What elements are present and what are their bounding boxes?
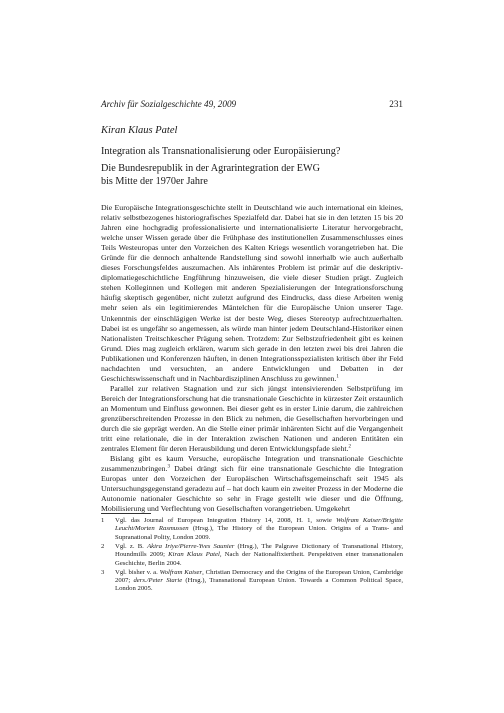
footnote-reference[interactable]: 3: [167, 464, 170, 470]
subtitle-line: Die Bundesrepublik in der Agrarintegration der EWG: [101, 163, 320, 174]
footnote-text: Vgl. bisher v. a.: [115, 568, 160, 576]
footnote-number: 2: [101, 542, 105, 550]
body-paragraph: [101, 203, 403, 384]
article-subtitle: [101, 163, 320, 188]
paragraph-text: Die Europäische Integrationsgeschichte stellt in Deutschland wie auch international ein kleines, relativ selbstbezogenes historiografisches Spezialfeld dar. Dabei hat sie in den letzten 15 bis 20 Jahren eine hochgradig professionalisierte und internationalisierte Literatur hervorgebracht, welche unser Wissen gerade über die Frühphase des institutionellen Zusammenschlusses eines Teils Westeuropas unter den Vorzeichen des Kalten Kriegs wesentlich vorangetrieben hat. Die Gründe für die dennoch anhaltende Randstellung sind sowohl innerhalb wie auch außerhalb dieses Forschungsfeldes auszumachen. Als inhärentes Problem ist primär auf die deskriptiv-diplomatiegeschichtliche Engführung hinzuweisen, die viele dieser Studien prägt. Zugleich stehen Kolleginnen und Kollegen mit anderen Spezialisierungen der Integrationsforschung häufig skeptisch gegenüber, nicht zuletzt aufgrund des Eindrucks, dass diese Arbeiten wenig mehr seien als ein legitimierendes Mäntelchen für die Europäische Union unserer Tage. Unkenntnis der einschlägigen Werke ist der beste Weg, dieses Stereotyp aufrechtzuerhalten. Dabei ist es ungefähr so angemessen, als würde man hinter jedem Deutschland-Historiker einen Nationalisten Treitschkescher Prägung sehen. Trotzdem: Zur Selbstzufriedenheit gibt es keinen Grund. Dies mag zugleich erklären, warum sich gerade in den letzten zwei bis drei Jahren die Publikationen und Konferenzen häuften, in denen Integrationsspezialisten kritisch über ihr Feld nachdachten und versuchten, an andere Entwicklungen und Debatten in der Geschichtswissenschaft und in Nachbardisziplinen Anschluss zu gewinnen.: [101, 203, 403, 383]
footnote-editors: Wolfram Kaiser/Brigitte Leucht/Morten Rasmussen: [115, 517, 403, 533]
article-body: [101, 203, 403, 514]
body-paragraph: [101, 384, 403, 454]
paragraph-text: Dabei drängt sich für eine transnationale Geschichte die Integration Europas unter den Vorzeichen der Europäischen Wirtschaftsgemeinschaft seit 1945 als Untersuchungsgegenstand geradezu auf – hat doch kaum ein zweiter Prozess in der Moderne die Autonomie nationaler Geschichte so sehr in Frage gestellt wie dieser und die Öffnung, Mobilisierung und Verflechtung von Gesellschaften vorangetrieben. Umgekehrt: [101, 464, 403, 514]
footnote-reference[interactable]: 2: [348, 444, 351, 450]
footnote: [101, 543, 403, 568]
running-head: [101, 98, 403, 110]
page-number: 231: [389, 99, 403, 109]
footnote-text: , Christian Democracy and the Origins of the European Union, Cambridge 2007;: [115, 568, 403, 585]
paragraph-text: Parallel zur relativen Stagnation und zur sich jüngst intensivierenden Selbstprüfung im Bereich der Integrationsforschung hat die transnationale Geschichte in kürzester Zeit erstaunlich an Momentum und Einfluss gewonnen. Bei dieser geht es in erster Linie darum, die zahlreichen grenzüberschreitenden Prozesse in den Blick zu nehmen, die Gesellschaften hervorbringen und durch die sie geprägt werden. An die Stelle einer primär inhärenten Sicht auf die Vergangenheit tritt eine relationale, die in der Interaktion zwischen Nationen und anderen Entitäten ein zentrales Element für deren Herausbildung und deren Entwicklungspfade sieht.: [101, 383, 403, 454]
footnote-number: 1: [101, 517, 105, 524]
footnote-number: 3: [101, 568, 105, 576]
footnote-text: (Hrsg.), The History of the European Union. Origins of a Trans- and Supranational Polity, London 2009.: [115, 525, 404, 541]
footnote-author: Wolfram Kaiser: [159, 568, 203, 576]
footnote-text: Vgl. das Journal of European Integration History 14, 2008, H. 1, sowie: [115, 517, 336, 524]
body-paragraph: [101, 454, 403, 514]
footnote-text: (Hrsg.), Transnational European Union. Towards a Common Political Space, London 2005.: [115, 577, 403, 593]
paragraph-text: Bislang gibt es kaum Versuche, europäische Integration und transnationale Geschichte zusammenzubringen.: [101, 454, 403, 474]
footnotes: [101, 517, 403, 594]
footnote: [101, 569, 403, 594]
footnote: [101, 517, 403, 542]
journal-citation: Archiv für Sozialgeschichte 49, 2009: [101, 99, 237, 109]
subtitle-line: bis Mitte der 1970er Jahre: [101, 175, 208, 187]
footnote-text: (Hrsg.), The Palgrave Dictionary of Transnational History, Houndmills 2009;: [115, 542, 403, 559]
author-name: Kiran Klaus Patel: [101, 125, 178, 136]
footnote-text: Vgl. z. B.: [115, 542, 148, 550]
footnote-author: Kiran Klaus Patel: [168, 551, 220, 559]
footnote-reference[interactable]: 1: [336, 374, 339, 380]
footnote-text: , Nach der Nationalfixiertheit. Perspektiven einer transnationalen Geschichte, Berlin 2004.: [115, 551, 403, 567]
footnote-editors: Akira Iriye/Pierre-Yves Saunier: [147, 542, 235, 550]
footnote-divider: [101, 513, 151, 514]
article-title: Integration als Transnationalisierung oder Europäisierung?: [101, 146, 341, 157]
footnote-editors: ders./Peter Starie: [133, 577, 183, 585]
